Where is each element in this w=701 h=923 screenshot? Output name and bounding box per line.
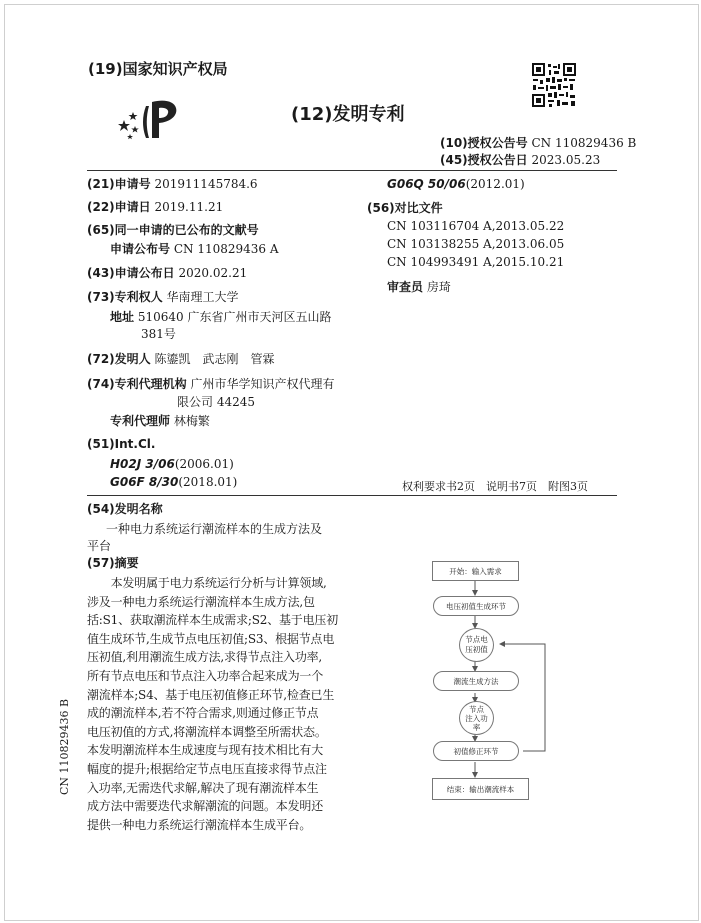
side-document-number: CN 110829436 B [58,698,71,795]
reference-item: CN 104993491 A,2015.10.21 [387,255,565,269]
address-line-2: 381号 [141,327,176,341]
grant-number-row: (10)授权公告号 CN 110829436 B [440,136,637,150]
page-count-summary: 权利要求书2页 说明书7页 附图3页 [402,480,588,493]
application-number-row: (21)申请号 201911145784.6 [87,177,258,191]
flow-node-voltage-circle: 节点电 压初值 [459,628,494,662]
abstract-line: 本发明潮流样本生成速度与现有技术相比有大 [87,743,324,758]
bibliography-rule [87,495,617,496]
agent-row: 专利代理师 林梅繁 [110,414,210,428]
agency-line-2: 限公司 44245 [177,395,255,409]
patentee-row: (73)专利权人 华南理工大学 [87,290,239,304]
agency-row: (74)专利代理机构 广州市华学知识产权代理有 [87,377,335,391]
abstract-line: 涉及一种电力系统运行潮流样本生成方法,包 [87,594,315,609]
abstract-label: (57)摘要 [87,556,139,570]
abstract-line: 成方法中需要迭代求解潮流的问题。本发明还 [87,799,324,814]
flow-start-node: 开始：输入需求 [432,561,519,581]
office-name: 国家知识产权局 [122,60,228,78]
abstract-line: 入功率,无需迭代求解,解决了现有潮流样本生 [87,780,319,795]
abstract-line: 值生成环节,生成节点电压初值;S3、根据节点电 [87,631,335,646]
references-label: (56)对比文件 [367,201,443,215]
flow-node-injection-circle: 节点 注入功 率 [459,701,494,735]
title-label: (54)发明名称 [87,502,163,516]
reference-item: CN 103116704 A,2013.05.22 [387,219,565,233]
abstract-line: 幅度的提升;根据给定节点电压直接求得节点注 [87,761,327,776]
country-code: (19) [88,60,123,78]
intcl-label: (51)Int.Cl. [87,437,156,451]
publication-date-row: (43)申请公布日 2020.02.21 [87,266,248,280]
abstract-line: 提供一种电力系统运行潮流样本生成平台。 [87,817,312,832]
office-heading [88,58,228,79]
ipc-row-2: G06F 8/30(2018.01) [110,475,238,489]
ipc-row-1: H02J 3/06(2006.01) [110,457,234,471]
flow-voltage-init-step: 电压初值生成环节 [433,596,519,616]
abstract-line: 所有节点电压和节点注入功率合起来成为一个 [87,668,324,683]
cnipa-logo-icon [116,98,186,142]
flow-end-node: 结束：输出潮流样本 [432,778,529,800]
ipc-row-3: G06Q 50/06(2012.01) [387,177,525,191]
abstract-line: 电压初值的方式,将潮流样本调整至所需状态。 [87,724,327,739]
abstract-line: 潮流样本;S4、基于电压初值修正环节,检查已生 [87,687,335,702]
invention-title-line-1: 一种电力系统运行潮流样本的生成方法及 [106,522,323,536]
examiner-row: 审查员 房琦 [387,280,451,294]
document-kind: (12)发明专利 [291,104,405,125]
qr-code-icon [531,62,577,108]
abstract-text [87,574,342,834]
publication-number-row: 申请公布号 CN 110829436 A [110,242,279,256]
abstract-line: 压初值,利用潮流生成方法,求得节点注入功率, [87,650,323,665]
application-date-row: (22)申请日 2019.11.21 [87,200,224,214]
flow-power-flow-step: 潮流生成方法 [433,671,519,691]
inventors-row: (72)发明人 陈鎏凯 武志刚 管霖 [87,352,275,366]
header-rule [87,170,617,171]
related-publication-label: (65)同一申请的已公布的文献号 [87,223,259,237]
address-row: 地址 510640 广东省广州市天河区五山路 [110,310,332,324]
reference-item: CN 103138255 A,2013.06.05 [387,237,565,251]
abstract-line: 本发明属于电力系统运行分析与计算领域, [87,576,327,590]
grant-date-row: (45)授权公告日 2023.05.23 [440,153,601,167]
abstract-line: 括:S1、获取潮流样本生成需求;S2、基于电压初 [87,613,338,628]
abstract-line: 成的潮流样本,若不符合需求,则通过修正节点 [87,706,319,721]
invention-title-line-2: 平台 [87,539,112,553]
flow-correction-step: 初值修正环节 [433,741,519,761]
